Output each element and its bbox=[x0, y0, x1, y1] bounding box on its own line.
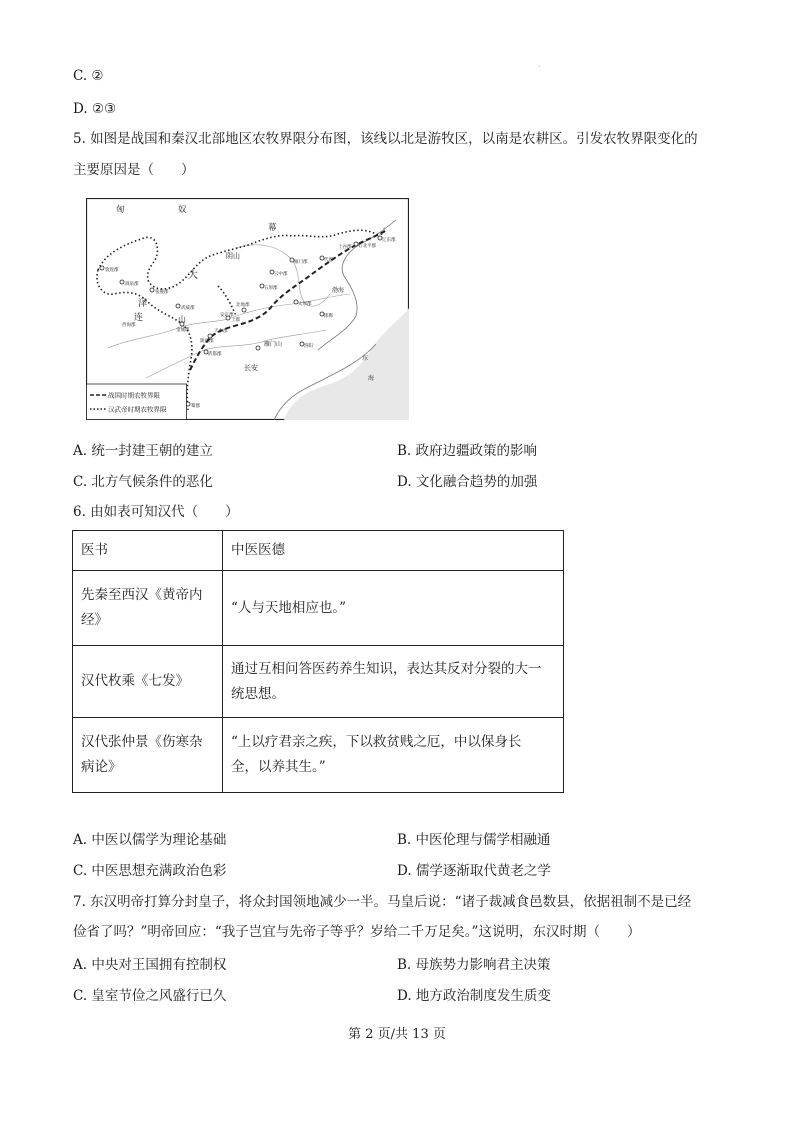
map-label-mu: 幕 bbox=[268, 223, 277, 233]
q5-option-b[interactable]: B. 政府边疆政策的影响 bbox=[397, 443, 538, 459]
legend-han-wudi: 汉武帝时期农牧界限 bbox=[108, 405, 167, 414]
map-place-label: 邯郸 bbox=[324, 314, 333, 319]
table-header-row bbox=[73, 531, 564, 571]
map-place-label: 雁门郡 bbox=[294, 260, 308, 265]
map-place-label: 代郡 bbox=[324, 258, 333, 263]
map-place-label: 洛阳 bbox=[304, 344, 313, 349]
map-place-label: 敦煌郡 bbox=[105, 268, 119, 273]
map-place-label: 武威郡 bbox=[181, 306, 195, 311]
map-place-label: 辽东郡 bbox=[382, 238, 396, 243]
book-line: 汉代枚乘《七发》 bbox=[81, 673, 189, 689]
map-place-label: 酒泉郡 bbox=[125, 282, 139, 287]
map-label-lian: 连 bbox=[134, 313, 144, 323]
q7-stem-line2: 俭省了吗？”明帝回应：“我子岂宜与先帝子等乎？岁给二千万足矣。”这说明，东汉时期（ ） bbox=[73, 924, 641, 940]
q5-option-d[interactable]: D. 文化融合趋势的加强 bbox=[397, 474, 538, 490]
table-row bbox=[73, 646, 564, 718]
legend-warring-states: 战国时期农牧界限 bbox=[108, 391, 160, 400]
page-footer: 第 2 页/共 13 页 bbox=[348, 1027, 446, 1042]
map-label-ze: 泽 bbox=[138, 299, 148, 309]
header-medical-ethics: 中医医德 bbox=[223, 531, 564, 571]
map-place-label: 安定郡 bbox=[220, 313, 234, 318]
scan-speck: · bbox=[538, 62, 541, 71]
map-place-label: 上郡 bbox=[231, 318, 240, 323]
map-label-changan: 长安 bbox=[244, 364, 258, 372]
map-place-label: 北地郡 bbox=[236, 303, 250, 308]
map-place-label: 上谷郡 bbox=[338, 245, 352, 250]
book-line: 经》 bbox=[81, 612, 108, 628]
q7-option-d[interactable]: D. 地方政治制度发生质变 bbox=[397, 988, 551, 1004]
map-label-xiong: 匈 bbox=[116, 205, 125, 215]
table-row bbox=[73, 718, 564, 793]
map-label-dong: 东 bbox=[362, 355, 369, 362]
map-label-shan: 山 bbox=[178, 315, 186, 324]
q5-stem-line1: 5. 如图是战国和秦汉北部地区农牧界限分布图，该线以北是游牧区，以南是农耕区。引发农牧界限变化的 bbox=[73, 131, 698, 147]
medical-ethics-table bbox=[72, 530, 564, 793]
map-legend bbox=[87, 384, 187, 420]
map-label-da: 大 bbox=[188, 270, 198, 281]
header-medical-book: 医书 bbox=[73, 531, 223, 571]
map-label-nu: 奴 bbox=[178, 205, 187, 215]
ethic-line: “人与天地相应也。” bbox=[231, 599, 347, 616]
ethic-line: 全，以养其生。” bbox=[231, 759, 326, 775]
q6-stem: 6. 由如表可知汉代（ ） bbox=[73, 504, 239, 520]
map-label-yanmenshan: 雁门山 bbox=[264, 341, 283, 348]
map-place-label: 金城郡 bbox=[176, 328, 190, 333]
book-line: 病论》 bbox=[81, 759, 122, 775]
book-line: 先秦至西汉《黄帝内 bbox=[81, 587, 203, 603]
map-place-label: 张掖郡 bbox=[155, 290, 169, 295]
map-place-label: 陇西郡 bbox=[200, 339, 214, 344]
map-place-label: 太原郡 bbox=[298, 302, 312, 307]
map-place-label: 五原郡 bbox=[264, 286, 278, 291]
q7-stem-line1: 7. 东汉明帝打算分封皇子，将众封国领地减少一半。马皇后说：“诸子裁减食邑数县，依据祖制不是已经 bbox=[73, 894, 692, 910]
map-place-label: 右北平郡 bbox=[358, 244, 376, 249]
q5-option-c[interactable]: C. 北方气候条件的恶化 bbox=[73, 474, 213, 490]
q6-option-d[interactable]: D. 儒学逐渐取代黄老之学 bbox=[397, 863, 551, 879]
map-place-label: 天水郡 bbox=[214, 329, 228, 334]
q7-option-a[interactable]: A. 中央对王国拥有控制权 bbox=[73, 957, 227, 973]
prev-option-c: C. ② bbox=[73, 68, 104, 84]
map-place-label: 蜀郡 bbox=[191, 404, 200, 409]
map-label-hai: 海 bbox=[368, 375, 375, 382]
q7-option-b[interactable]: B. 母族势力影响君主决策 bbox=[397, 957, 551, 973]
map-place-label: 西海郡 bbox=[122, 323, 136, 328]
q7-option-c[interactable]: C. 皇室节俭之风盛行已久 bbox=[73, 988, 227, 1004]
farming-pastoral-boundary-map bbox=[86, 198, 409, 420]
ethic-line: 通过互相问答医药养生知识，表达其反对分裂的大一 bbox=[231, 660, 542, 677]
q6-option-c[interactable]: C. 中医思想充满政治色彩 bbox=[73, 863, 227, 879]
q5-stem-line2: 主要原因是（ ） bbox=[73, 162, 195, 178]
q5-option-a[interactable]: A. 统一封建王朝的建立 bbox=[73, 443, 213, 459]
ethic-line: 统思想。 bbox=[231, 685, 285, 702]
q6-option-a[interactable]: A. 中医以儒学为理论基础 bbox=[73, 832, 227, 848]
book-line: 汉代张仲景《伤寒杂 bbox=[81, 734, 203, 750]
q6-option-b[interactable]: B. 中医伦理与儒学相融通 bbox=[397, 832, 551, 848]
map-label-bohai: 渤海 bbox=[332, 287, 345, 294]
table-row bbox=[73, 571, 564, 646]
ethic-line: “上以疗君亲之疾，下以救贫贱之厄，中以保身长 bbox=[231, 734, 522, 750]
map-place-label: 武都郡 bbox=[208, 352, 222, 357]
map-label-yinshan: 阴山 bbox=[226, 252, 240, 260]
prev-option-d: D. ②③ bbox=[73, 101, 117, 117]
map-place-label: 云中郡 bbox=[274, 272, 288, 277]
